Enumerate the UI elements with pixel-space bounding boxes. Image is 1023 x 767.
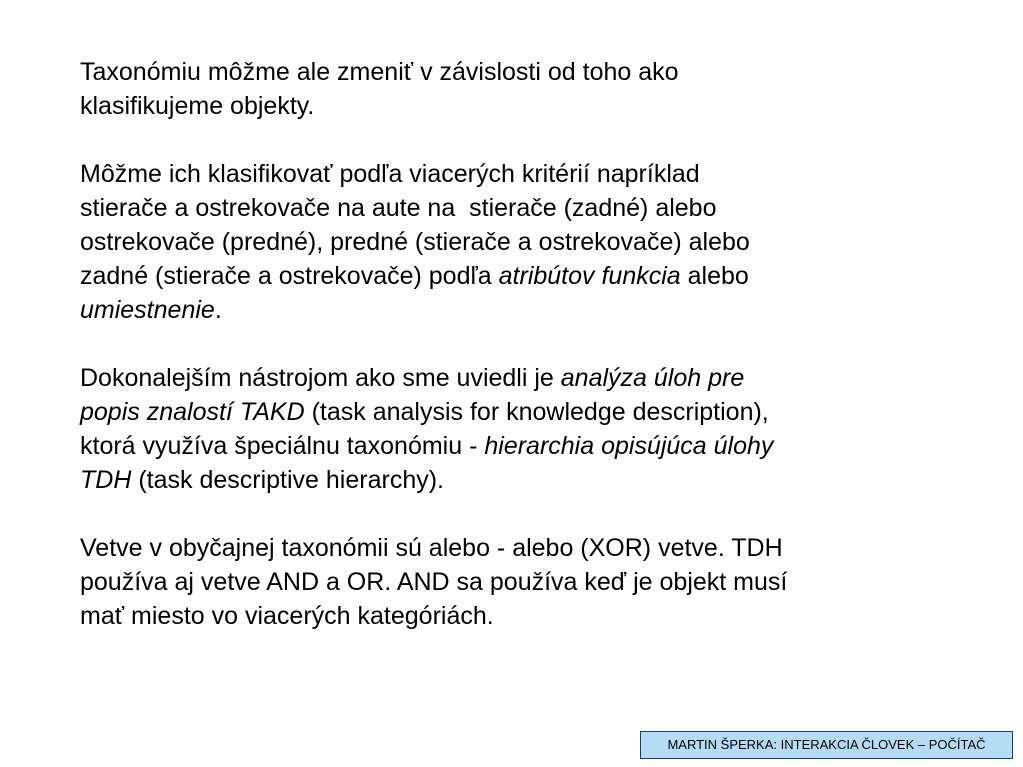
paragraph-classification-example — [80, 157, 980, 327]
italic-term: analýza úloh pre — [560, 364, 745, 392]
italic-term: popis znalostí TAKD — [80, 398, 305, 426]
text-line: ktorá využíva špeciálnu taxonómiu - hierarchia opisújúca úlohy — [80, 432, 774, 460]
text-line: mať miesto vo viacerých kategóriách. — [80, 602, 494, 630]
text-line: TDH (task descriptive hierarchy). — [80, 466, 444, 494]
footer-author-label: MARTIN ŠPERKA: INTERAKCIA ČLOVEK – POČÍTAČ — [640, 731, 1013, 759]
italic-term: umiestnenie — [80, 296, 215, 324]
text-line: používa aj vetve AND a OR. AND sa používa keď je objekt musí — [80, 568, 788, 596]
italic-term: atribútov funkcia — [498, 262, 681, 290]
text-line: ostrekovače (predné), predné (stierače a ostrekovače) alebo — [80, 228, 750, 256]
italic-term: TDH — [80, 466, 132, 494]
text-line: zadné (stierače a ostrekovače) podľa atribútov funkcia alebo — [80, 262, 749, 290]
text-line: klasifikujeme objekty. — [80, 92, 315, 120]
paragraph-takd — [80, 361, 980, 497]
paragraph-tdh-branches — [80, 531, 980, 633]
text-line: Vetve v obyčajnej taxonómii sú alebo - alebo (XOR) vetve. TDH — [80, 534, 783, 562]
slide-body — [80, 55, 980, 667]
text-line: Môžme ich klasifikovať podľa viacerých kritérií napríklad — [80, 160, 700, 188]
italic-term: hierarchia opisújúca úlohy — [484, 432, 774, 460]
paragraph-taxonomy-change — [80, 55, 980, 123]
text-line: Taxonómiu môžme ale zmeniť v závislosti od toho ako — [80, 58, 679, 86]
text-line: stierače a ostrekovače na aute na stierače (zadné) alebo — [80, 194, 717, 222]
text-line: popis znalostí TAKD (task analysis for knowledge description), — [80, 398, 769, 426]
text-line: umiestnenie. — [80, 296, 222, 324]
text-line: Dokonalejším nástrojom ako sme uviedli je analýza úloh pre — [80, 364, 745, 392]
